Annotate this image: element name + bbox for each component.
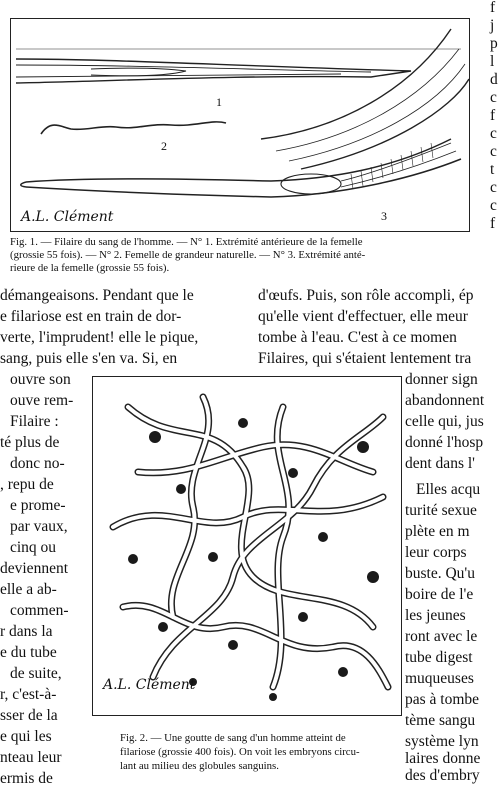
text-line: abandonnent bbox=[405, 392, 485, 409]
text-line: celle qui, jus bbox=[405, 413, 484, 430]
text-line: ouve rem- bbox=[10, 392, 74, 409]
text-line: donné l'hosp bbox=[405, 434, 484, 451]
text-line: des d'embry bbox=[405, 767, 480, 784]
text-line: e du tube bbox=[0, 644, 57, 661]
figure-1-label-2: 2 bbox=[161, 139, 167, 153]
text-line: r dans la bbox=[0, 623, 53, 640]
filaria-extremity-1 bbox=[16, 49, 461, 83]
text-line: pas à tombe bbox=[405, 691, 480, 708]
text-fragment: c bbox=[490, 125, 497, 142]
text-line: donner sign bbox=[405, 371, 478, 388]
text-line: , repu de bbox=[0, 476, 54, 493]
text-line: e filariose est en train de dor- bbox=[0, 308, 182, 325]
figure-2-frame bbox=[92, 376, 402, 716]
text-line: leur corps bbox=[405, 544, 467, 561]
text-line: qu'elle vient d'effectuer, elle meur bbox=[258, 308, 468, 325]
caption-line: Fig. 2. — Une goutte de sang d'un homme atteint de bbox=[120, 732, 346, 744]
text-line: donc no- bbox=[10, 455, 65, 472]
figure-1-illustration bbox=[11, 19, 469, 231]
text-line: tube digest bbox=[405, 649, 473, 666]
text-line: démangeaisons. Pendant que le bbox=[0, 287, 194, 304]
text-line: e qui les bbox=[0, 728, 52, 745]
text-line: commen- bbox=[10, 602, 69, 619]
text-fragment: l bbox=[490, 53, 495, 70]
text-line: deviennent bbox=[0, 560, 69, 577]
filaria-extremity-3 bbox=[21, 139, 461, 197]
text-line: les jeunes bbox=[405, 607, 466, 624]
text-line: Filaire : bbox=[10, 413, 59, 430]
text-line: laires donne bbox=[405, 750, 481, 767]
caption-line: lant au milieu des globules sanguins. bbox=[120, 760, 279, 772]
text-fragment: f bbox=[490, 215, 496, 232]
text-line: ront avec le bbox=[405, 628, 478, 645]
text-line: cinq ou bbox=[10, 539, 57, 556]
text-fragment: c bbox=[490, 197, 497, 214]
text-fragment: t bbox=[490, 161, 495, 178]
text-line: muqueuses bbox=[405, 670, 474, 687]
text-fragment: d bbox=[490, 71, 498, 88]
text-line: de suite, bbox=[10, 665, 62, 682]
text-line: té plus de bbox=[0, 434, 60, 451]
text-line: tombe à l'eau. C'est à ce momen bbox=[258, 329, 457, 346]
text-line: Elles acqu bbox=[416, 481, 481, 498]
text-line: ermis de bbox=[0, 770, 53, 787]
text-line: sser de la bbox=[0, 707, 58, 724]
text-line: par vaux, bbox=[10, 518, 68, 535]
text-fragment: c bbox=[490, 179, 497, 196]
text-line: d'œufs. Puis, son rôle accompli, ép bbox=[258, 287, 474, 304]
text-line: boire de l'e bbox=[405, 586, 474, 603]
figure-1-label-1: 1 bbox=[216, 95, 222, 109]
text-line: tème sangu bbox=[405, 712, 476, 729]
figure-1-frame bbox=[10, 18, 470, 232]
figure-2-signature: A.L. Clément bbox=[103, 677, 196, 693]
text-fragment: c bbox=[490, 143, 497, 160]
text-fragment: c bbox=[490, 89, 497, 106]
figure-2-illustration bbox=[93, 377, 401, 715]
caption-line: filariose (grossie 400 fois). On voit les embryons circu- bbox=[120, 746, 360, 758]
filaria-natural-size-2 bbox=[41, 122, 226, 134]
text-line: verte, l'imprudent! elle le pique, bbox=[0, 329, 199, 346]
text-fragment: f bbox=[490, 0, 496, 16]
caption-line: (grossie 55 fois). — N° 2. Femelle de grandeur naturelle. — N° 3. Extrémité anté- bbox=[10, 249, 366, 261]
text-line: turité sexue bbox=[405, 502, 477, 519]
text-line: dent dans l' bbox=[405, 455, 475, 472]
text-line: nteau leur bbox=[0, 749, 62, 766]
caption-line: rieure de la femelle (grossie 55 fois). bbox=[10, 262, 170, 274]
figure-1-label-3: 3 bbox=[381, 209, 387, 223]
text-line: ouvre son bbox=[10, 371, 71, 388]
text-fragment: f bbox=[490, 107, 496, 124]
text-line: Filaires, qui s'étaient lentement tra bbox=[258, 350, 472, 367]
figure-1-signature: A.L. Clément bbox=[21, 209, 114, 225]
text-fragment: j bbox=[490, 17, 495, 34]
caption-line: Fig. 1. — Filaire du sang de l'homme. — N° 1. Extrémité antérieure de la femelle bbox=[10, 236, 363, 248]
text-line: sang, puis elle s'en va. Si, en bbox=[0, 350, 178, 367]
text-line: buste. Qu'u bbox=[405, 565, 475, 582]
text-line: plète en m bbox=[405, 523, 470, 540]
text-line: système lyn bbox=[405, 733, 479, 750]
text-line: elle a ab- bbox=[0, 581, 57, 598]
text-fragment: p bbox=[490, 35, 498, 52]
text-line: e prome- bbox=[10, 497, 66, 514]
text-line: r, c'est-à- bbox=[0, 686, 57, 703]
